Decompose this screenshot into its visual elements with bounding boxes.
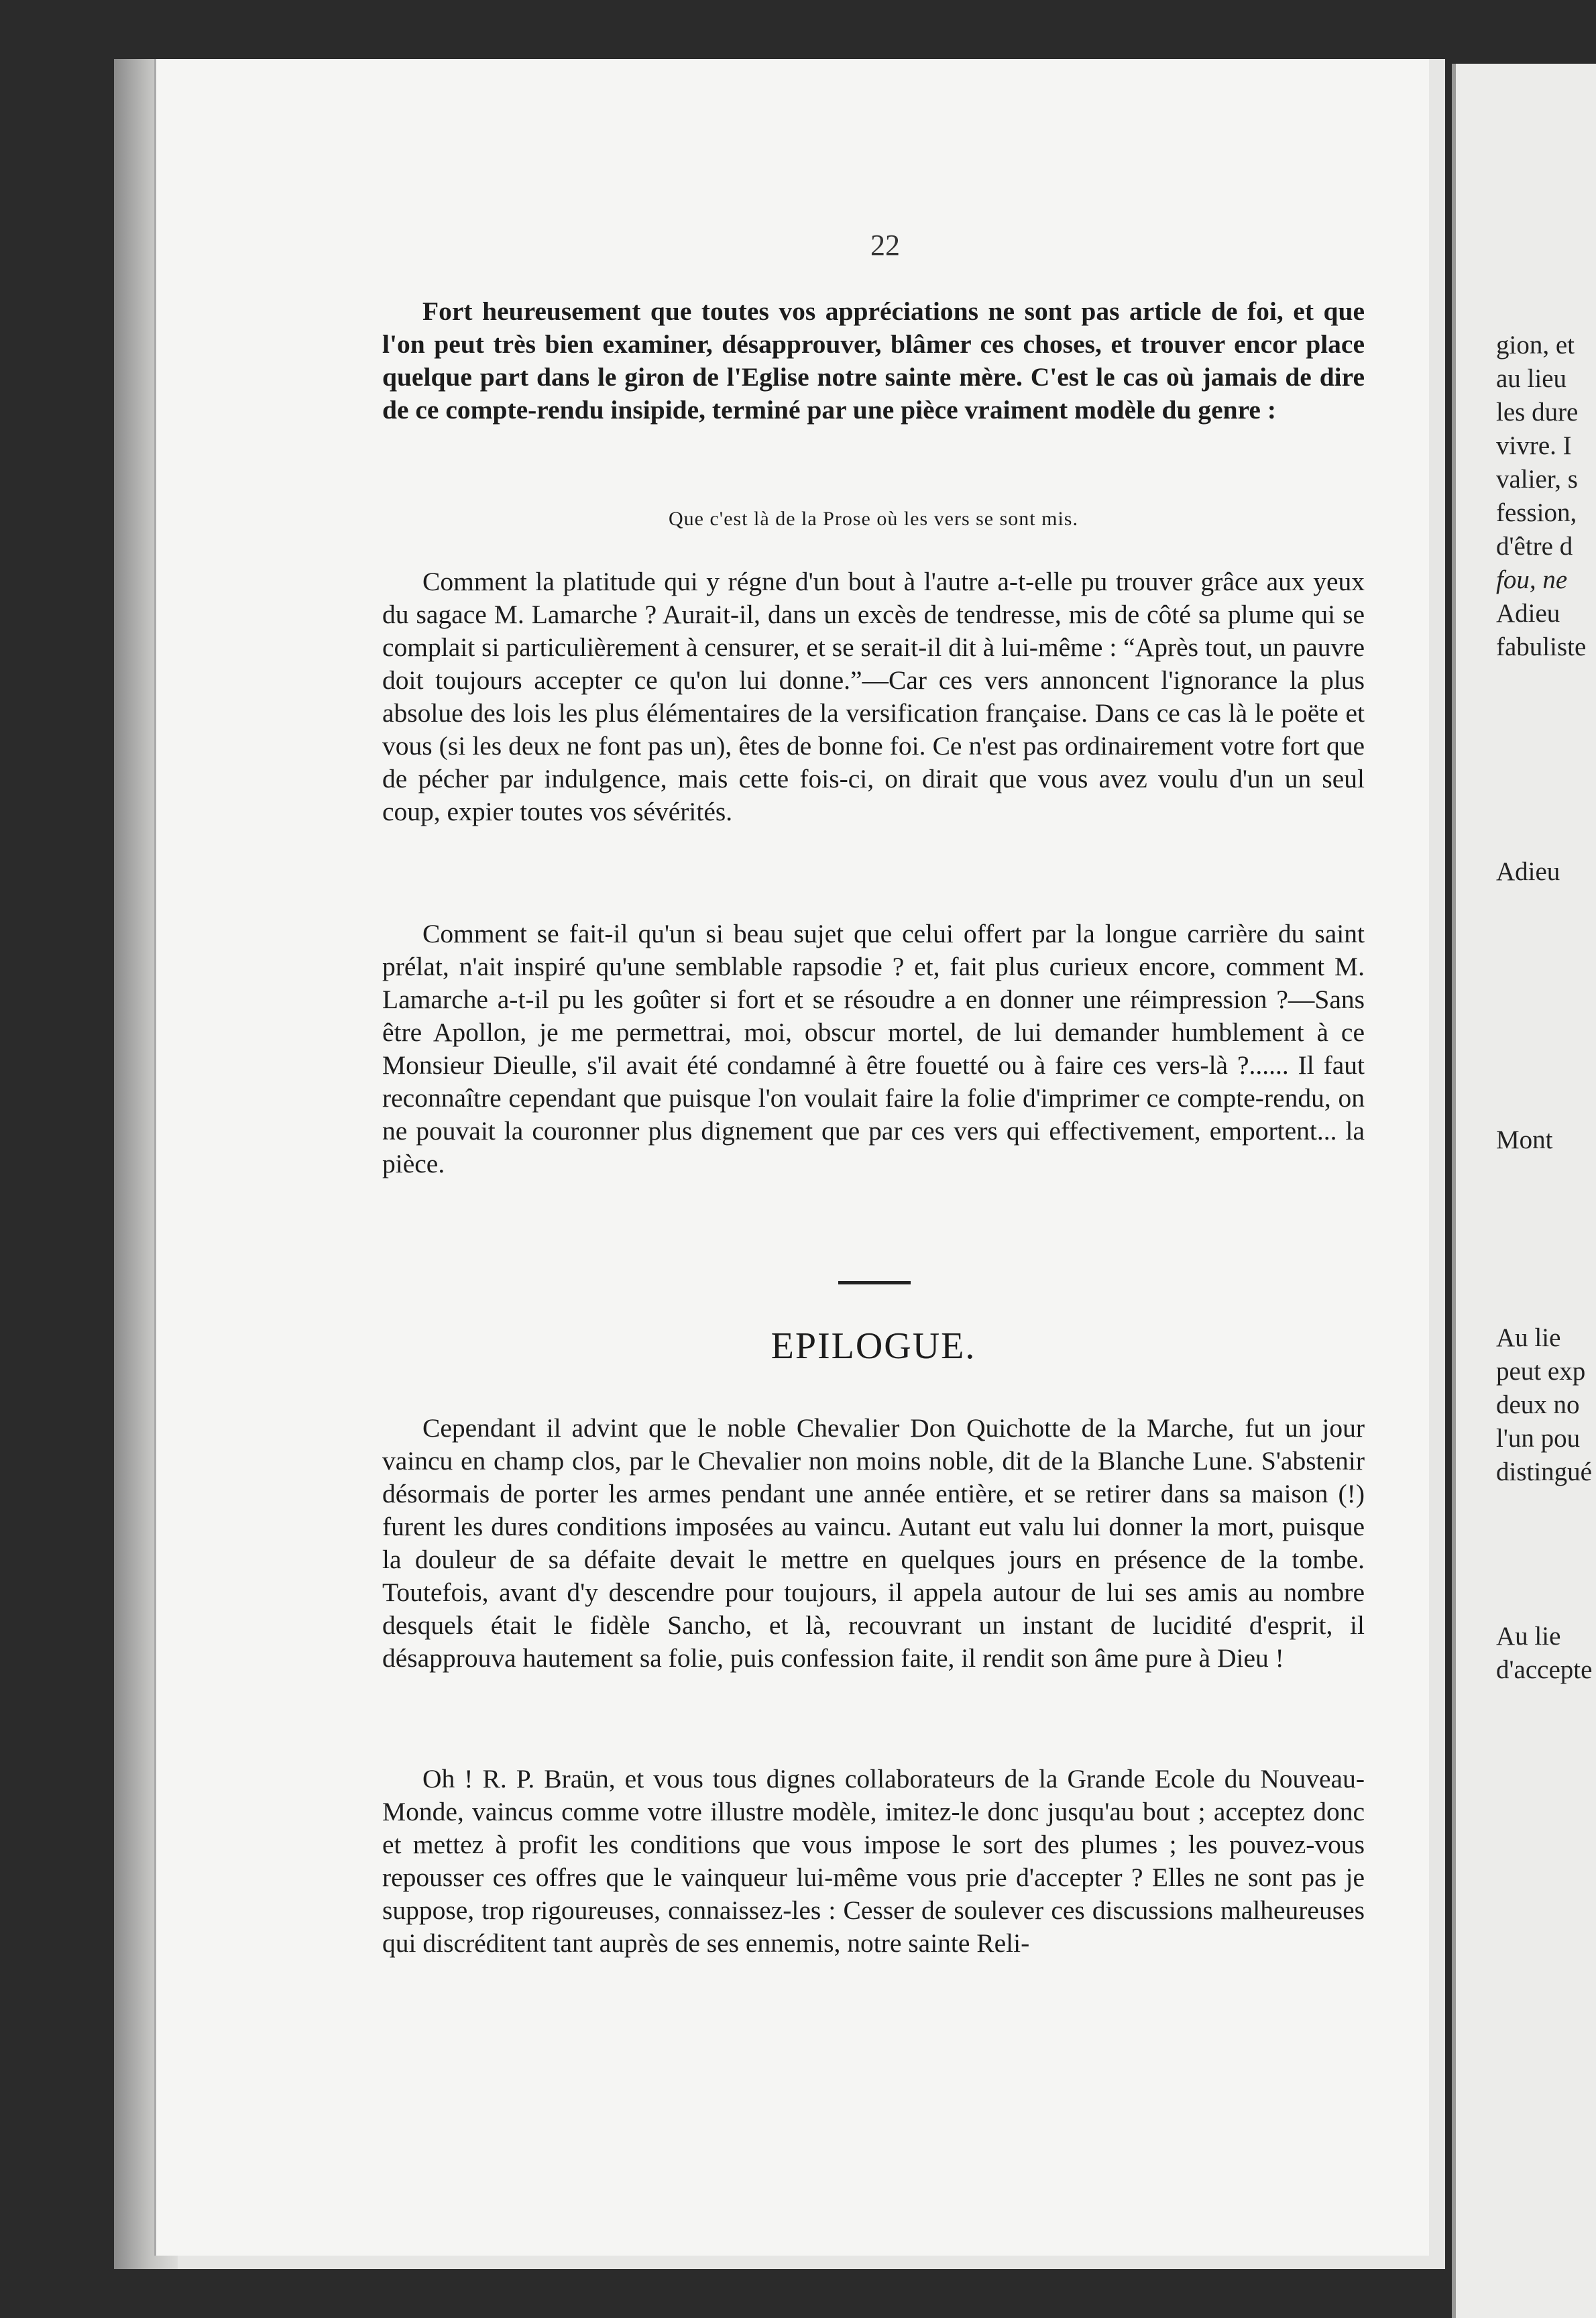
facing-line: distingué <box>1496 1457 1592 1486</box>
facing-line: fabuliste <box>1496 632 1587 661</box>
facing-line: d'être d <box>1496 532 1573 561</box>
facing-line: d'accepte <box>1496 1655 1593 1684</box>
paragraph-2-block <box>382 565 1365 828</box>
paragraph-4-block <box>382 1412 1365 1675</box>
paragraph-3-block <box>382 918 1365 1180</box>
facing-line: valier, s <box>1496 465 1578 494</box>
paragraph-1-block <box>382 295 1365 427</box>
paragraph-5: Oh ! R. P. Braün, et vous tous dignes collaborateurs de la Grande Ecole du Nouveau-Monde, vaincus comme votre illustre modèle, imitez-le donc jusqu'au bout ; acceptez donc et mettez à profit les conditions que vous impose le sort des plumes ; les pouvez-vous repousser ces offres que le vainqueur lui-même vous prie d'accepter ? Elles ne sont pas je suppose, trop rigoureuses, connaissez-les : Cesser de soulever ces discussions malheureuses qui discréditent tant auprès de ses ennemis, notre sainte Reli- <box>382 1764 1365 1958</box>
facing-line: Adieu <box>1496 599 1560 628</box>
facing-line: au lieu <box>1496 364 1567 393</box>
facing-line: vivre. I <box>1496 431 1572 460</box>
page-number: 22 <box>870 229 900 262</box>
facing-line: fession, <box>1496 498 1577 527</box>
paragraph-4: Cependant il advint que le noble Chevalier Don Quichotte de la Marche, fut un jour vaincu en champ clos, par le Chevalier non moins noble, dit de la Blanche Lune. S'abstenir désormais de porter les armes pendant une année entière, et se retirer dans sa maison (!) furent les dures conditions imposées au vaincu. Autant eut valu lui donner la mort, puisque la douleur de sa défaite devait le mettre en quelques jours en présence de la tombe. Toutefois, avant d'y descendre pour toujours, il appela autour de lui ses amis au nombre desquels était le fidèle Sancho, et là, recouvrant un instant de lucidité d'esprit, il désapprouva hautement sa folie, puis confession faite, il rendit son âme pure à Dieu ! <box>382 1413 1365 1673</box>
facing-line: Au lie <box>1496 1323 1561 1352</box>
facing-line: Au lie <box>1496 1622 1561 1651</box>
section-heading: EPILOGUE. <box>771 1325 976 1367</box>
paragraph-5-block <box>382 1763 1365 1960</box>
facing-page-fragment <box>1452 64 1596 2318</box>
paragraph-2: Comment la platitude qui y régne d'un bout à l'autre a-t-elle pu trouver grâce aux yeux du sagace M. Lamarche ? Aurait-il, dans un excès de tendresse, mis de côté sa plume qui se complait si particulièrement à censurer, et se serait-il dit à lui-même : “Après tout, un pauvre doit toujours accepter ce qu'on lui donne.”—Car ces vers annoncent l'ignorance la plus absolue des lois les plus élémentaires de la versification française. Dans ce cas là le poëte et vous (si les deux ne font pas un), êtes de bonne foi. Ce n'est pas ordinairement votre fort que de pécher par indulgence, mais cette fois-ci, on dirait que vous avez voulu d'un un seul coup, expier toutes vos sévérités. <box>382 567 1365 826</box>
quoted-verse: Que c'est là de la Prose où les vers se sont mis. <box>669 508 1078 530</box>
facing-line: les dure <box>1496 398 1579 427</box>
facing-line: l'un pou <box>1496 1424 1581 1453</box>
paragraph-3: Comment se fait-il qu'un si beau sujet que celui offert par la longue carrière du saint prélat, n'ait inspiré qu'une semblable rapsodie ? et, fait plus curieux encore, comment M. Lamarche a-t-il pu les goûter si fort et se résoudre a en donner une réimpression ?—Sans être Apollon, je me permettrai, moi, obscur mortel, de lui demander humblement à ce Monsieur Dieulle, s'il avait été condamné à être fouetté ou à faire ces vers-là ?...... Il faut reconnaître cependant que puisque l'on voulait faire la folie d'imprimer ce compte-rendu, on ne pouvait la couronner plus dignement que par ces vers qui effectivement, emportent... la pièce. <box>382 919 1365 1178</box>
facing-line: fou, ne <box>1496 565 1568 594</box>
facing-line: Adieu <box>1496 857 1560 886</box>
section-divider-rule <box>838 1281 911 1284</box>
facing-line: deux no <box>1496 1390 1580 1419</box>
paragraph-1: Fort heureusement que toutes vos appréciations ne sont pas article de foi, et que l'on peut très bien examiner, désapprouver, blâmer ces choses, et trouver encor place quelque part dans le giron de l'Eglise notre sainte mère. C'est le cas où jamais de dire de ce compte-rendu insipide, terminé par une pièce vraiment modèle du genre : <box>382 296 1365 425</box>
facing-line: Mont <box>1496 1125 1553 1154</box>
facing-line: peut exp <box>1496 1357 1586 1386</box>
facing-line: gion, et <box>1496 331 1575 360</box>
